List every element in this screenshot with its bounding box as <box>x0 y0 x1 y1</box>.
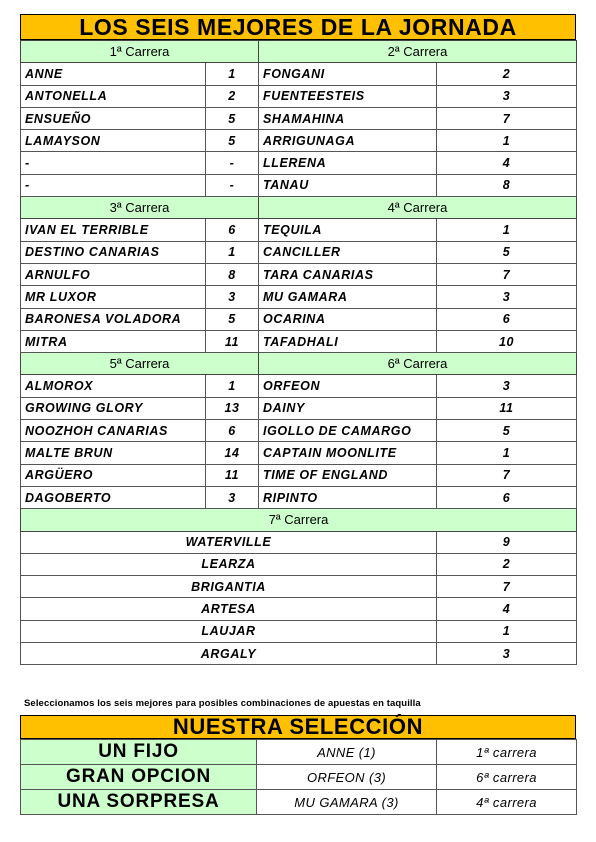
selection-horse: MU GAMARA (3) <box>257 790 437 815</box>
horse-name: ANNE <box>21 63 206 85</box>
horse-number: 7 <box>437 263 577 285</box>
selection-race: 4ª carrera <box>437 790 577 815</box>
horse-number: 5 <box>437 241 577 263</box>
horse-name: ALMOROX <box>21 375 206 397</box>
horse-number: 7 <box>437 464 577 486</box>
table-row <box>21 174 577 196</box>
race-header-row <box>21 353 577 375</box>
horse-number: 6 <box>206 219 259 241</box>
horse-name: ORFEON <box>259 375 437 397</box>
horse-name: DAINY <box>259 397 437 419</box>
horse-name: TEQUILA <box>259 219 437 241</box>
table-row <box>21 620 577 642</box>
selection-row <box>21 740 577 765</box>
horse-name: CAPTAIN MOONLITE <box>259 442 437 464</box>
table-row <box>21 442 577 464</box>
horse-name: CANCILLER <box>259 241 437 263</box>
selection-table-body <box>21 740 577 815</box>
horse-number: 1 <box>206 375 259 397</box>
horse-name: ENSUEÑO <box>21 107 206 129</box>
horse-name: TAFADHALI <box>259 330 437 352</box>
horse-number: 1 <box>206 241 259 263</box>
page-title: LOS SEIS MEJORES DE LA JORNADA <box>20 14 576 40</box>
horse-name: FONGANI <box>259 63 437 85</box>
horse-name: IGOLLO DE CAMARGO <box>259 420 437 442</box>
selection-horse: ORFEON (3) <box>257 765 437 790</box>
horse-number: 1 <box>437 442 577 464</box>
horse-name: SHAMAHINA <box>259 107 437 129</box>
horse-number: 13 <box>206 397 259 419</box>
horse-number: 2 <box>437 63 577 85</box>
table-row <box>21 152 577 174</box>
horse-number: 6 <box>437 308 577 330</box>
horse-name: TIME OF ENGLAND <box>259 464 437 486</box>
horse-number: 5 <box>206 107 259 129</box>
selection-row <box>21 790 577 815</box>
horse-number: 5 <box>206 308 259 330</box>
table-row <box>21 553 577 575</box>
race-header: 1ª Carrera <box>21 41 259 63</box>
table-row <box>21 130 577 152</box>
horse-name: LAUJAR <box>21 620 437 642</box>
race-header: 7ª Carrera <box>21 509 577 531</box>
horse-name: IVAN EL TERRIBLE <box>21 219 206 241</box>
results-sheet <box>20 14 576 665</box>
selection-race: 1ª carrera <box>437 740 577 765</box>
horse-name: MR LUXOR <box>21 286 206 308</box>
selection-note: Seleccionamos los seis mejores para posibles combinaciones de apuestas en taquilla <box>24 698 421 709</box>
race-header-row <box>21 197 577 219</box>
horse-name: DESTINO CANARIAS <box>21 241 206 263</box>
table-row <box>21 598 577 620</box>
horse-number: 4 <box>437 598 577 620</box>
horse-number: 11 <box>437 397 577 419</box>
horse-number: 3 <box>206 286 259 308</box>
horse-name: RIPINTO <box>259 486 437 508</box>
table-row <box>21 241 577 263</box>
race-header-row <box>21 509 577 531</box>
horse-number: 6 <box>437 486 577 508</box>
race-header: 6ª Carrera <box>259 353 577 375</box>
selection-horse: ANNE (1) <box>257 740 437 765</box>
horse-name: - <box>21 152 206 174</box>
horse-number: 4 <box>437 152 577 174</box>
race-header: 4ª Carrera <box>259 197 577 219</box>
horse-number: - <box>206 174 259 196</box>
table-row <box>21 420 577 442</box>
horse-number: 1 <box>206 63 259 85</box>
horse-name: LLERENA <box>259 152 437 174</box>
table-row <box>21 643 577 665</box>
horse-number: 2 <box>206 85 259 107</box>
horse-number: 7 <box>437 107 577 129</box>
horse-number: 8 <box>437 174 577 196</box>
race-header: 3ª Carrera <box>21 197 259 219</box>
horse-name: MU GAMARA <box>259 286 437 308</box>
horse-number: 8 <box>206 263 259 285</box>
horse-number: 3 <box>206 486 259 508</box>
races-table-body <box>21 41 577 665</box>
table-row <box>21 531 577 553</box>
horse-number: 1 <box>437 620 577 642</box>
table-row <box>21 286 577 308</box>
horse-name: GROWING GLORY <box>21 397 206 419</box>
horse-name: ARNULFO <box>21 263 206 285</box>
horse-name: OCARINA <box>259 308 437 330</box>
horse-name: NOOZHOH CANARIAS <box>21 420 206 442</box>
horse-number: 6 <box>206 420 259 442</box>
horse-name: ARGALY <box>21 643 437 665</box>
selection-row <box>21 765 577 790</box>
horse-number: 14 <box>206 442 259 464</box>
horse-name: BRIGANTIA <box>21 576 437 598</box>
race-header: 5ª Carrera <box>21 353 259 375</box>
selection-label: UN FIJO <box>21 740 257 765</box>
table-row <box>21 486 577 508</box>
table-row <box>21 63 577 85</box>
horse-name: ARGÜERO <box>21 464 206 486</box>
horse-number: 11 <box>206 330 259 352</box>
horse-name: DAGOBERTO <box>21 486 206 508</box>
horse-name: - <box>21 174 206 196</box>
selection-table <box>20 739 577 815</box>
horse-name: LEARZA <box>21 553 437 575</box>
horse-name: WATERVILLE <box>21 531 437 553</box>
table-row <box>21 219 577 241</box>
horse-name: MALTE BRUN <box>21 442 206 464</box>
horse-number: 7 <box>437 576 577 598</box>
table-row <box>21 330 577 352</box>
horse-name: ARRIGUNAGA <box>259 130 437 152</box>
table-row <box>21 397 577 419</box>
table-row <box>21 308 577 330</box>
horse-name: LAMAYSON <box>21 130 206 152</box>
horse-name: ARTESA <box>21 598 437 620</box>
table-row <box>21 85 577 107</box>
horse-name: BARONESA VOLADORA <box>21 308 206 330</box>
horse-number: 3 <box>437 643 577 665</box>
horse-name: ANTONELLA <box>21 85 206 107</box>
table-row <box>21 375 577 397</box>
horse-name: TARA CANARIAS <box>259 263 437 285</box>
horse-number: 2 <box>437 553 577 575</box>
horse-number: 1 <box>437 219 577 241</box>
horse-number: 10 <box>437 330 577 352</box>
horse-number: 11 <box>206 464 259 486</box>
table-row <box>21 464 577 486</box>
selection-label: GRAN OPCION <box>21 765 257 790</box>
selection-title: NUESTRA SELECCIÓN <box>20 715 576 739</box>
race-header: 2ª Carrera <box>259 41 577 63</box>
race-header-row <box>21 41 577 63</box>
selection-label: UNA SORPRESA <box>21 790 257 815</box>
horse-name: TANAU <box>259 174 437 196</box>
horse-number: 1 <box>437 130 577 152</box>
horse-number: 9 <box>437 531 577 553</box>
table-row <box>21 576 577 598</box>
races-table <box>20 40 577 665</box>
horse-name: FUENTEESTEIS <box>259 85 437 107</box>
horse-number: - <box>206 152 259 174</box>
horse-number: 3 <box>437 375 577 397</box>
table-row <box>21 263 577 285</box>
horse-number: 5 <box>437 420 577 442</box>
horse-number: 5 <box>206 130 259 152</box>
horse-number: 3 <box>437 286 577 308</box>
selection-race: 6ª carrera <box>437 765 577 790</box>
table-row <box>21 107 577 129</box>
horse-number: 3 <box>437 85 577 107</box>
horse-name: MITRA <box>21 330 206 352</box>
